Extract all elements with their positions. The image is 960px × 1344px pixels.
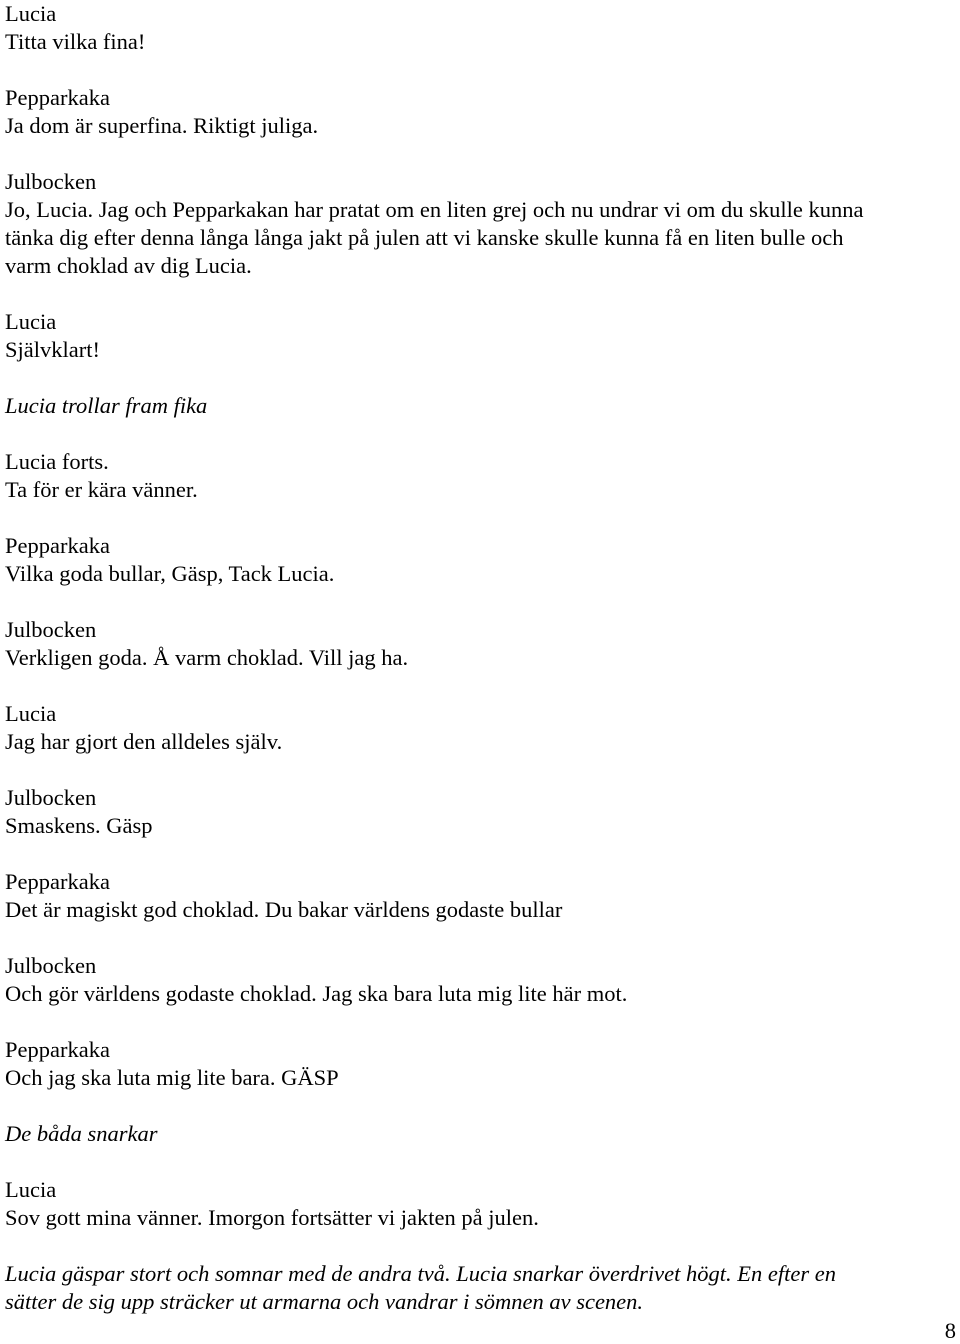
dialogue-line: Pepparkaka	[5, 533, 110, 558]
dialogue-line: Sov gott mina vänner. Imorgon fortsätter vi jakten på julen.	[5, 1205, 539, 1230]
blank-line	[5, 924, 950, 952]
dialogue-line: Vilka goda bullar, Gäsp, Tack Lucia.	[5, 561, 335, 586]
dialogue-line: Pepparkaka	[5, 1037, 110, 1062]
dialogue-line: Lucia	[5, 1, 57, 26]
dialogue-line: Jo, Lucia. Jag och Pepparkakan har pratat om en liten grej och nu undrar vi om du skulle kunna	[5, 197, 864, 222]
blank-line	[5, 756, 950, 784]
page-number: 8	[944, 1318, 956, 1343]
dialogue-line: Julbocken	[5, 953, 97, 978]
dialogue-line: Jag har gjort den alldeles själv.	[5, 729, 283, 754]
blank-line	[5, 56, 950, 84]
dialogue-line: Lucia	[5, 701, 57, 726]
blank-line	[5, 364, 950, 392]
dialogue-line: Julbocken	[5, 785, 97, 810]
stage-direction-line: Lucia gäspar stort och somnar med de andra två. Lucia snarkar överdrivet högt. En efter en	[5, 1261, 836, 1286]
blank-line	[5, 672, 950, 700]
blank-line	[5, 280, 950, 308]
dialogue-line: Och jag ska luta mig lite bara. GÄSP	[5, 1065, 339, 1090]
dialogue-line: Lucia	[5, 1177, 57, 1202]
blank-line	[5, 1092, 950, 1120]
dialogue-line: Ta för er kära vänner.	[5, 477, 198, 502]
dialogue-line: Och gör världens godaste choklad. Jag ska bara luta mig lite här mot.	[5, 981, 628, 1006]
dialogue-line: Julbocken	[5, 617, 97, 642]
blank-line	[5, 504, 950, 532]
dialogue-line: Lucia	[5, 309, 57, 334]
blank-line	[5, 1148, 950, 1176]
stage-direction-line: Lucia trollar fram fika	[5, 393, 208, 418]
dialogue-line: Julbocken	[5, 169, 97, 194]
dialogue-line: tänka dig efter denna långa långa jakt på julen att vi kanske skulle kunna få en liten bulle och	[5, 225, 844, 250]
dialogue-line: Ja dom är superfina. Riktigt juliga.	[5, 113, 319, 138]
dialogue-line: Pepparkaka	[5, 869, 110, 894]
blank-line	[5, 1232, 950, 1260]
dialogue-line: Det är magiskt god choklad. Du bakar världens godaste bullar	[5, 897, 563, 922]
blank-line	[5, 840, 950, 868]
dialogue-line: varm choklad av dig Lucia.	[5, 253, 252, 278]
stage-direction-line: sätter de sig upp sträcker ut armarna och vandrar i sömnen av scenen.	[5, 1289, 644, 1314]
blank-line	[5, 1008, 950, 1036]
blank-line	[5, 420, 950, 448]
dialogue-line: Självklart!	[5, 337, 100, 362]
dialogue-line: Pepparkaka	[5, 85, 110, 110]
dialogue-line: Smaskens. Gäsp	[5, 813, 153, 838]
dialogue-line: Verkligen goda. Å varm choklad. Vill jag ha.	[5, 645, 409, 670]
dialogue-line: Titta vilka fina!	[5, 29, 146, 54]
blank-line	[5, 588, 950, 616]
blank-line	[5, 140, 950, 168]
dialogue-line: Lucia forts.	[5, 449, 109, 474]
stage-direction-line: De båda snarkar	[5, 1121, 158, 1146]
script-page	[5, 0, 950, 1316]
